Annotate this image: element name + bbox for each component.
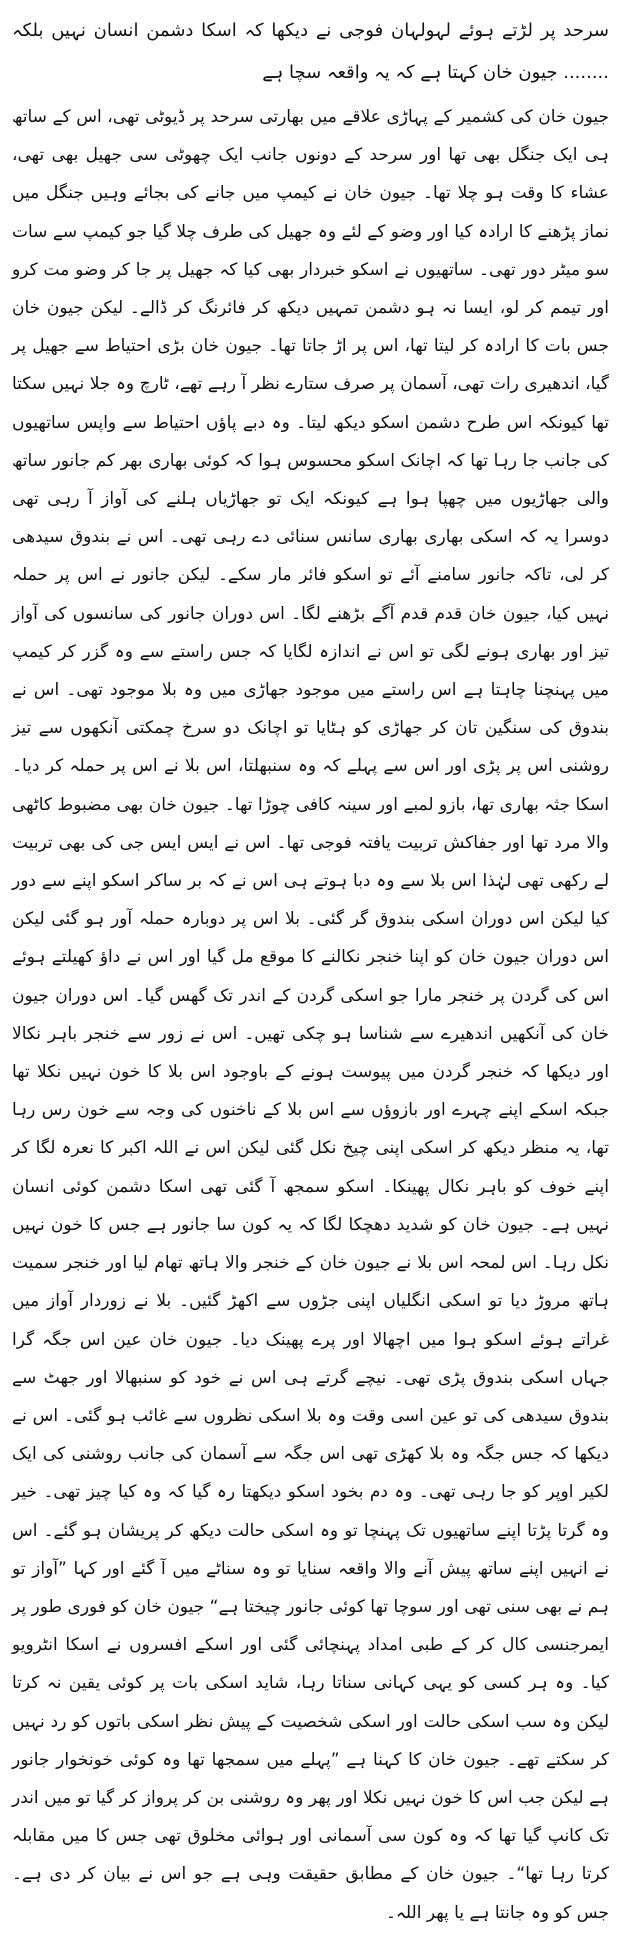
article-body: جیون خان کی کشمیر کے پہاڑی علاقے میں بھارتی سرحد پر ڈیوٹی تھی، اس کے ساتھ ہی ایک جنگل بھی تھا اور سرحد کے دونوں جانب ایک چھوٹی سی جھیل بھی تھی، عشاء کا وقت ہو چلا تھا۔ جیون خان نے کیمپ میں جانے کی بجائے وہیں جنگل میں نماز پڑھنے کا ارادہ کیا اور وضو کے لئے وہ جھیل کی طرف چلا گیا جو کیمپ سے سات سو میٹر دور تھی۔ ساتھیوں نے اسکو خبردار بھی کیا کہ جھیل پر جا کر وضو مت کرو اور تیمم کر لو، ایسا نہ ہو دشمن تمہیں دیکھ کر فائرنگ کر ڈالے۔ لیکن جیون خان جس بات کا ارادہ کر لیتا تھا، اس پر اڑ جاتا تھا۔ جیون خان بڑی احتیاط سے جھیل پر گیا، اندھیری رات تھی، آسمان پر صرف ستارے نظر آ رہے تھے، ٹارچ وہ جلا نہیں سکتا تھا کیونکہ اس طرح دشمن اسکو دیکھ لیتا۔ وہ دبے پاؤں احتیاط سے واپس ساتھیوں کی جانب جا رہا تھا کہ اچانک اسکو محسوس ہوا کہ کوئی بھاری بھر کم جانور ساتھ والی جھاڑیوں میں چھپا ہوا ہے کیونکہ ایک تو جھاڑیاں ہلنے کی آواز آ رہی تھی دوسرا یہ کہ اسکی بھاری بھاری سانس سنائی دے رہی تھی۔ اس نے بندوق سیدھی کر لی، تاکہ جانور سامنے آئے تو اسکو فائر مار سکے۔ لیکن جانور نے اس پر حملہ نہیں کیا، جیون خان قدم قدم آگے بڑھنے لگا۔ اس دوران جانور کی سانسوں کی آواز تیز اور بھاری ہونے لگی تو اس نے اندازہ لگایا کہ جس راستے سے وہ گزر کر کیمپ میں پہنچنا چاہتا ہے اس راستے میں موجود جھاڑی میں وہ بلا موجود تھی۔ اس نے بندوق کی سنگین تان کر جھاڑی کو ہٹایا تو اچانک دو سرخ چمکتی آنکھوں سے تیز روشنی اس پر پڑی اور اس سے پہلے کہ وہ سنبھلتا، اس بلا نے اس پر حملہ کر دیا۔ اسکا جثہ بھاری تھا، بازو لمبے اور سینہ کافی چوڑا تھا۔ جیون خان بھی مضبوط کاٹھی والا مرد تھا اور جفاکش تربیت یافتہ فوجی تھا۔ اس نے ایس ایس جی کی بھی تربیت لے رکھی تھی لہٰذا اس بلا سے وہ دبا ہوتے ہی اس نے کہ بر ساکر اسکو اپنے سے دور کیا لیکن اس دوران اسکی بندوق گر گئی۔ بلا اس پر دوبارہ حملہ آور ہو گئی لیکن اس دوران جیون خان کو اپنا خنجر نکالنے کا موقع مل گیا اور اس نے داؤ کھیلتے ہوئے اس کی گردن پر خنجر مارا جو اسکی گردن کے اندر تک گھس گیا۔ اس دوران جیون خان کی آنکھیں اندھیرے سے شناسا ہو چکی تھیں۔ اس نے زور سے خنجر باہر نکالا اور دیکھا کہ خنجر گردن میں پیوست ہونے کے باوجود اس بلا کا خون نہیں نکلا تھا جبکہ اسکے اپنے چہرے اور بازوؤں سے اس بلا کے ناخنوں کی وجہ سے خون رس رہا تھا، یہ منظر دیکھ کر اسکی اپنی چیخ نکل گئی لیکن اس نے اللہ اکبر کا نعرہ لگا کر اپنے خوف کو باہر نکال پھینکا۔ اسکو سمجھ آ گئی تھی اسکا دشمن کوئی انسان نہیں ہے۔ جیون خان کو شدید دھچکا لگا کہ یہ کون سا جانور ہے جس کا خون نہیں نکل رہا۔ اس لمحہ اس بلا نے جیون خان کے خنجر والا ہاتھ تھام لیا اور خنجر سمیت ہاتھ مروڑ دیا تو اسکی انگلیاں اپنی جڑوں سے اکھڑ گئیں۔ بلا نے زوردار آواز میں غراتے ہوئے اسکو ہوا میں اچھالا اور پرے پھینک دیا۔ جیون خان عین اس جگہ گرا جہاں اسکی بندوق پڑی تھی۔ نیچے گرتے ہی اس نے خود کو سنبھالا اور جھٹ سے بندوق سیدھی کی تو عین اسی وقت وہ بلا اسکی نظروں سے غائب ہو گئی۔ اس نے دیکھا کہ جس جگہ وہ بلا کھڑی تھی اس جگہ سے آسمان کی جانب روشنی کی ایک لکیر اوپر کو جا رہی تھی۔ وہ دم بخود اسکو دیکھتا رہ گیا کہ وہ کیا چیز تھی۔ خیر وہ گرتا پڑتا اپنے ساتھیوں تک پہنچا تو وہ اسکی حالت دیکھ کر پریشان ہو گئے۔ اس نے انہیں اپنے ساتھ پیش آنے والا واقعہ سنایا تو وہ سناٹے میں آ گئے اور کہا ”آواز تو ہم نے بھی سنی تھی اور سوچا تھا کوئی جانور چیختا ہے“ جیون خان کو فوری طور پر ایمرجنسی کال کر کے طبی امداد پہنچائی گئی اور اسکے افسروں نے اسکا انٹرویو کیا۔ وہ ہر کسی کو یہی کہانی سناتا رہا، شاید اسکی بات پر کوئی یقین نہ کرتا لیکن وہ سب اسکی حالت اور اسکی شخصیت کے پیش نظر اسکی باتوں کو رد نہیں کر سکتے تھے۔ جیون خان کا کہنا ہے ”پہلے میں سمجھا تھا وہ کوئی خونخوار جانور ہے لیکن جب اس کا خون نہیں نکلا اور پھر وہ روشنی بن کر پرواز کر گیا تو میں اندر تک کانپ گیا تھا کہ وہ کون سی آسمانی اور ہوائی مخلوق تھی جس کا میں مقابلہ کرتا رہا تھا“۔ جیون خان کے مطابق حقیقت وہی ہے جو اس نے بیان کر دی ہے۔ جس کو وہ جانتا ہے یا پھر اللہ۔ xyxy=(12,107,609,1923)
article-title: سرحد پر لڑتے ہوئے لہولہان فوجی نے دیکھا کہ اسکا دشمن انسان نہیں بلکہ ........ جیون خان کہتا ہے کہ یہ واقعہ سچا ہے xyxy=(12,20,609,83)
